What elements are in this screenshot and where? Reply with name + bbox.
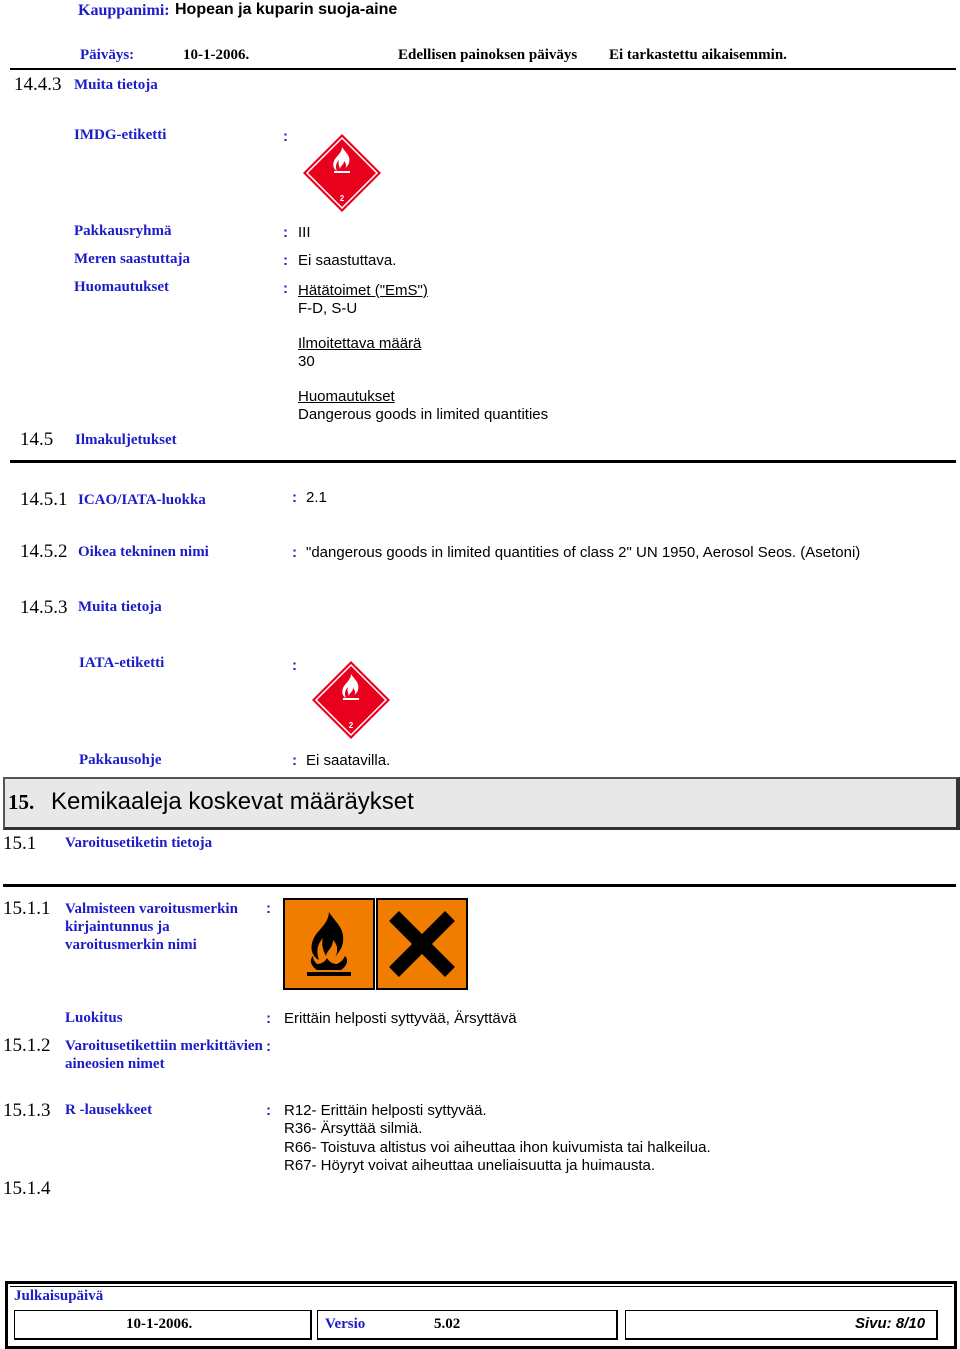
section-number-15-1: 15.1	[3, 833, 37, 854]
r-phrase: R67- Höyryt voivat aiheuttaa uneliaisuutta ja huimausta.	[284, 1157, 656, 1174]
packing-instruction-label: Pakkausohje	[79, 752, 162, 768]
trade-name-value: Hopean ja kuparin suoja-aine	[175, 1, 398, 18]
icao-iata-class-label: ICAO/IATA-luokka	[78, 492, 206, 508]
r-phrase: R66- Toistuva altistus voi aiheuttaa ihon kuivumista tai halkeilua.	[284, 1139, 711, 1156]
section-number-14-5-3: 14.5.3	[20, 597, 68, 618]
section-title-14-5-3: Muita tietoja	[78, 599, 162, 615]
flammable-gas-diamond-icon	[302, 133, 382, 213]
r-phrase: R12- Erittäin helposti syttyvää.	[284, 1102, 487, 1119]
flammable-symbol-icon	[283, 898, 375, 990]
section-number-15: 15.	[8, 790, 35, 814]
publication-date-label: Julkaisupäivä	[14, 1288, 104, 1304]
icao-iata-class-value: 2.1	[306, 489, 327, 506]
packing-instruction-colon: :	[292, 752, 297, 769]
marine-pollutant-colon: :	[283, 252, 288, 269]
packing-group-colon: :	[283, 224, 288, 241]
notes-value: Dangerous goods in limited quantities	[298, 406, 549, 423]
section-number-14-4-3: 14.4.3	[14, 74, 62, 95]
icao-iata-class-colon: :	[292, 489, 297, 506]
symbol-colon: :	[266, 900, 271, 917]
ems-heading: Hätätoimet ("EmS")	[298, 282, 428, 299]
footer-inner-rule	[10, 1286, 952, 1287]
version-label: Versio	[325, 1316, 366, 1332]
components-label: Varoitusetikettiin merkittävien aineosien nimet	[65, 1038, 263, 1072]
section-title-15-1: Varoitusetiketin tietoja	[65, 835, 213, 851]
header-rule	[10, 68, 956, 70]
proper-shipping-name-value: "dangerous goods in limited quantities of class 2" UN 1950, Aerosol Seos. (Asetoni)	[306, 544, 861, 561]
section-title-14-5: Ilmakuljetukset	[75, 432, 177, 448]
marine-pollutant-label: Meren saastuttaja	[74, 251, 190, 267]
version-value: 5.02	[434, 1316, 461, 1332]
proper-shipping-name-colon: :	[292, 544, 297, 561]
page-number: Sivu: 8/10	[855, 1315, 926, 1332]
iata-flammable-gas-diamond-icon	[311, 660, 391, 740]
section-rule-14-5	[10, 460, 956, 463]
section-number-15-1-1: 15.1.1	[3, 898, 51, 919]
imdg-label: IMDG-etiketti	[74, 127, 167, 143]
classification-colon: :	[266, 1010, 271, 1027]
publication-date-value: 10-1-2006.	[126, 1316, 193, 1332]
remarks-colon: :	[283, 280, 288, 297]
reportable-quantity-value: 30	[298, 353, 315, 370]
section-number-15-1-3: 15.1.3	[3, 1100, 51, 1121]
marine-pollutant-value: Ei saastuttava.	[298, 252, 397, 269]
diamond-number: 2	[339, 194, 345, 203]
classification-value: Erittäin helposti syttyvää, Ärsyttävä	[284, 1010, 517, 1027]
imdg-colon: :	[283, 128, 288, 145]
packing-group-value: III	[298, 224, 311, 241]
iata-label: IATA-etiketti	[79, 655, 165, 671]
ems-value: F-D, S-U	[298, 300, 358, 317]
remarks-label: Huomautukset	[74, 279, 170, 295]
section-title-15: Kemikaaleja koskevat määräykset	[51, 788, 414, 815]
r-phrases-label: R -lausekkeet	[65, 1102, 153, 1118]
r-phrase: R36- Ärsyttää silmiä.	[284, 1120, 423, 1137]
section-number-14-5-1: 14.5.1	[20, 489, 68, 510]
section-rule-15-1	[3, 884, 956, 887]
trade-name-label: Kauppanimi:	[78, 2, 170, 19]
packing-group-label: Pakkausryhmä	[74, 223, 172, 239]
section-number-14-5: 14.5	[20, 429, 54, 450]
prev-print-value: Ei tarkastettu aikaisemmin.	[609, 47, 787, 63]
proper-shipping-name-label: Oikea tekninen nimi	[78, 544, 209, 560]
reportable-quantity-heading: Ilmoitettava määrä	[298, 335, 422, 352]
section-title-14-4-3: Muita tietoja	[74, 77, 158, 93]
classification-label: Luokitus	[65, 1010, 123, 1026]
iata-diamond-number: 2	[348, 721, 354, 730]
components-colon: :	[266, 1038, 271, 1055]
section-number-14-5-2: 14.5.2	[20, 541, 68, 562]
symbol-label: Valmisteen varoitusmerkin kirjaintunnus ja varoitusmerkin nimi	[65, 901, 238, 953]
prev-print-label: Edellisen painoksen päiväys	[398, 47, 578, 63]
iata-colon: :	[292, 657, 297, 674]
date-label: Päiväys:	[80, 47, 135, 63]
r-phrases-colon: :	[266, 1102, 271, 1119]
section-number-15-1-4: 15.1.4	[3, 1178, 51, 1199]
notes-heading: Huomautukset	[298, 388, 395, 405]
irritant-symbol-icon	[376, 898, 468, 990]
packing-instruction-value: Ei saatavilla.	[306, 752, 391, 769]
section-number-15-1-2: 15.1.2	[3, 1035, 51, 1056]
date-value: 10-1-2006.	[183, 47, 250, 63]
